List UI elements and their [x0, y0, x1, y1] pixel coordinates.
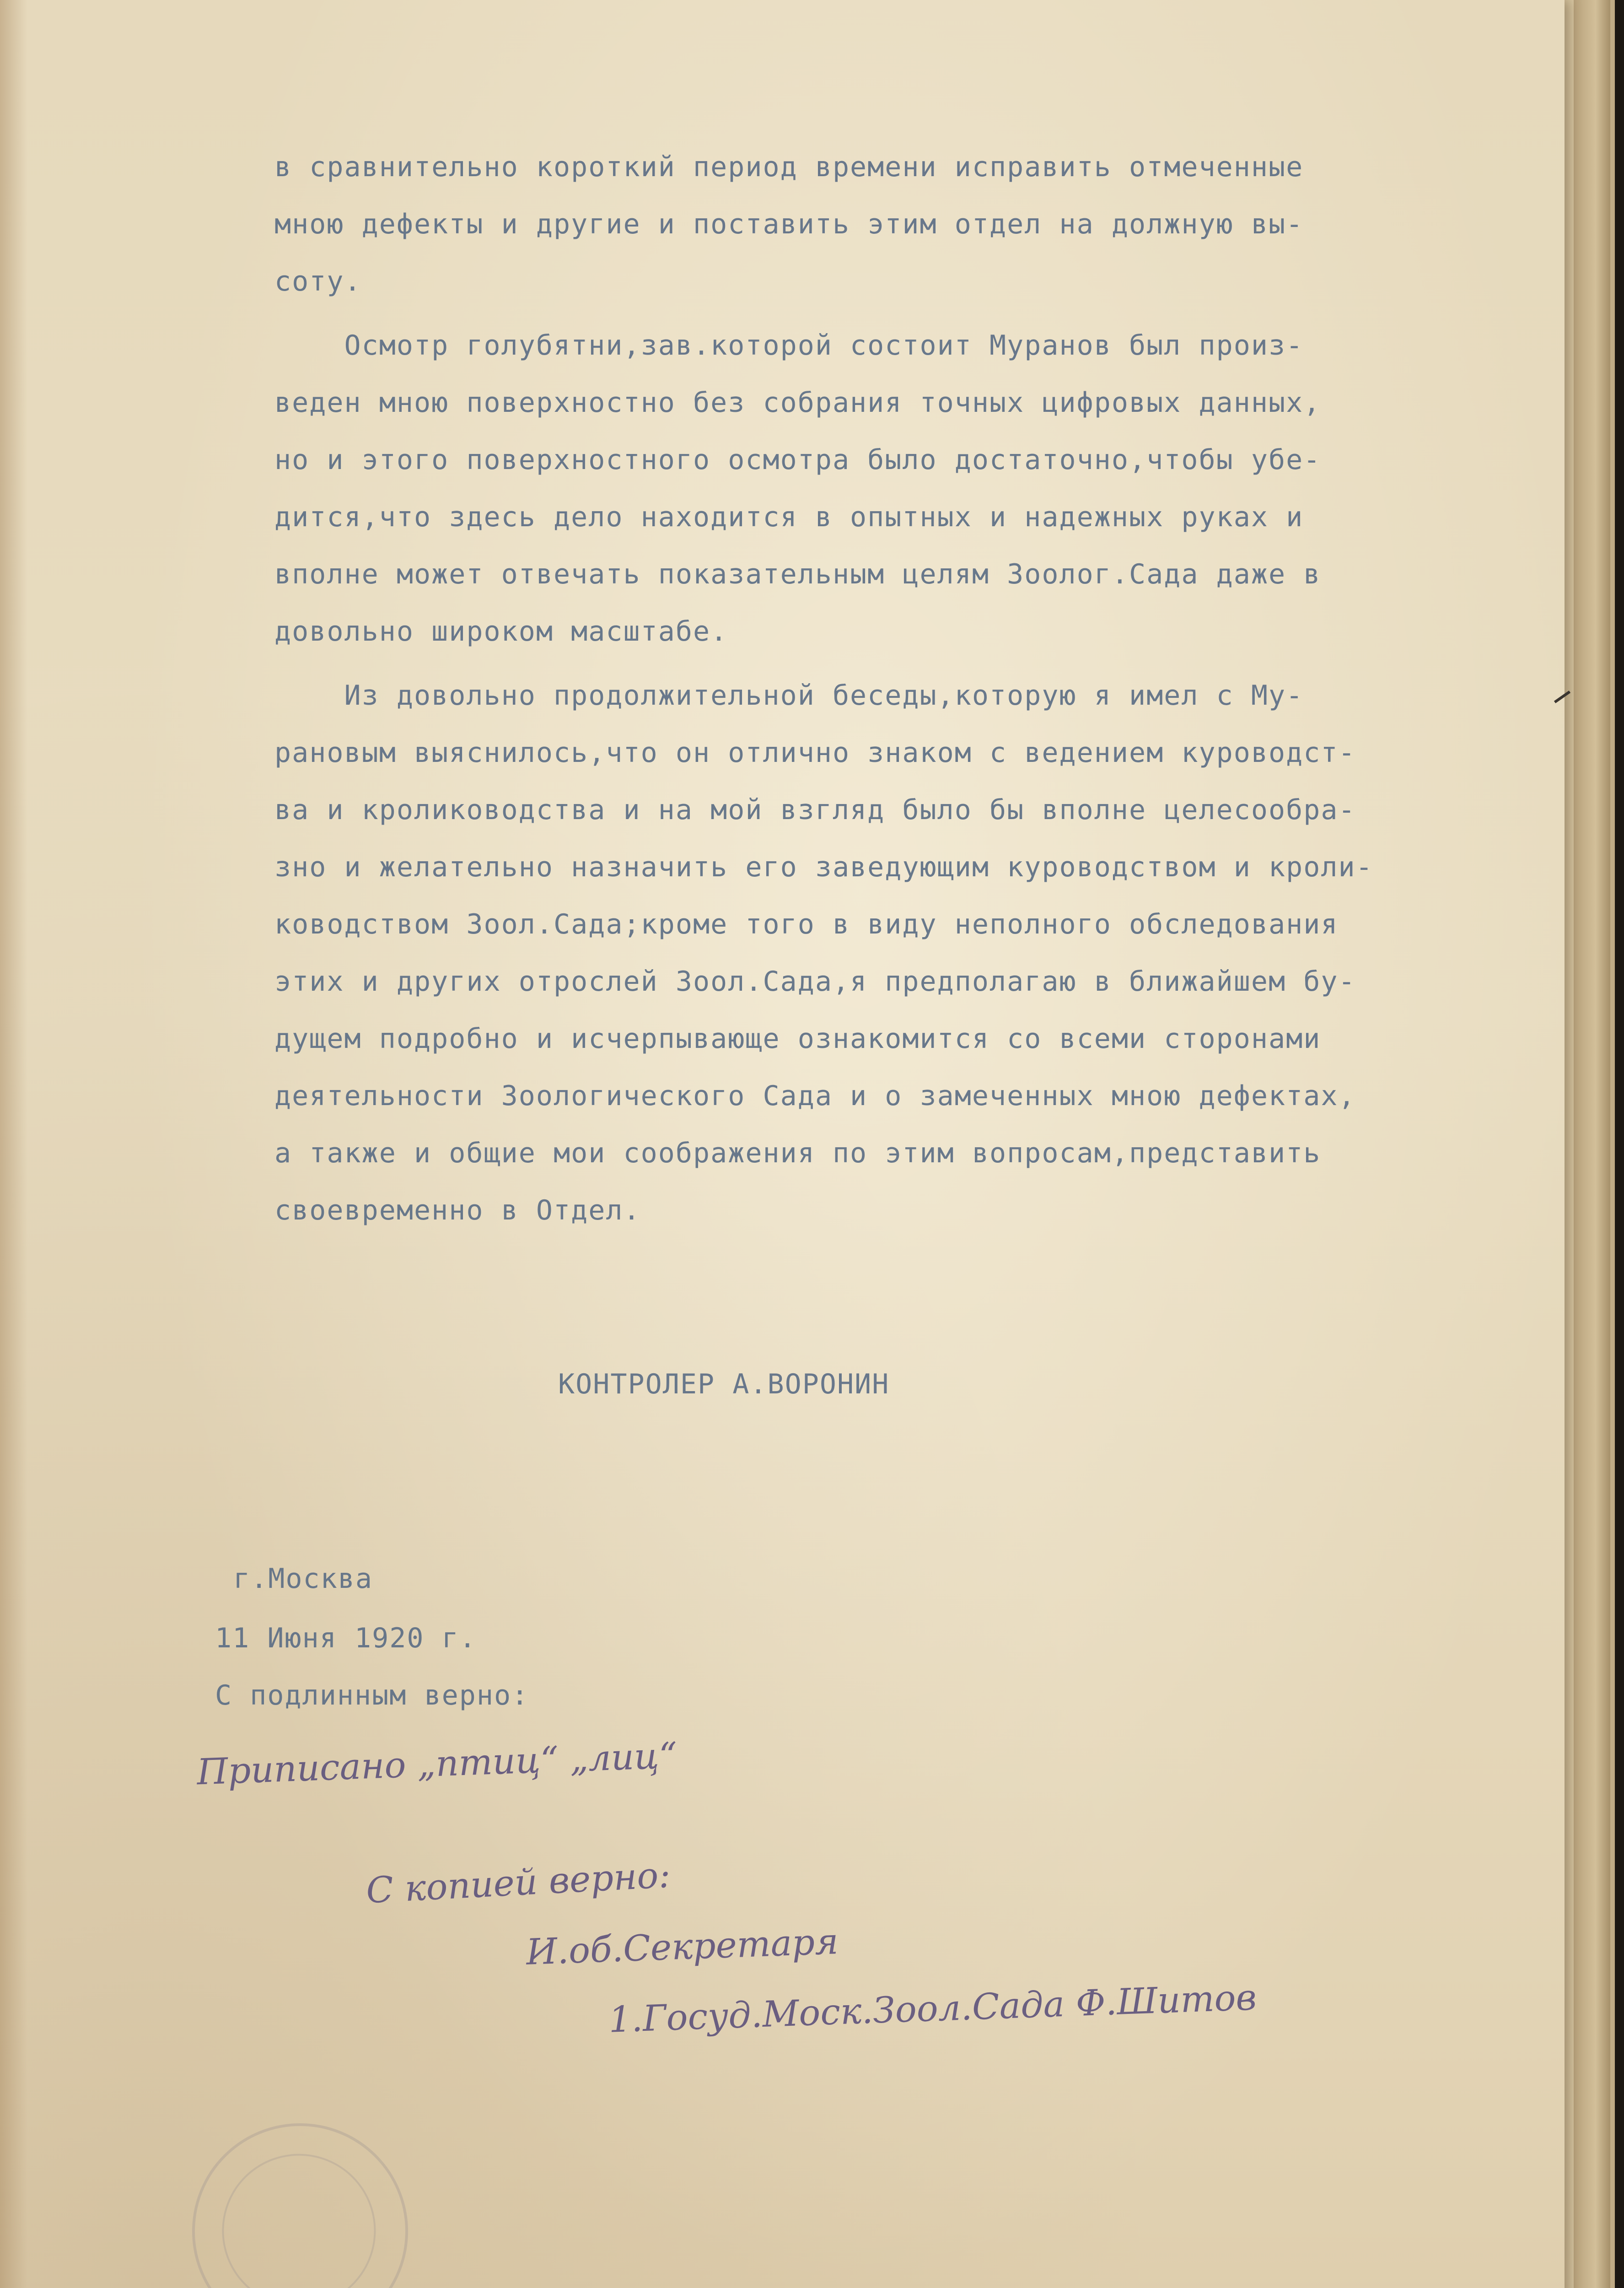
copy-note: С подлинным верно:: [215, 1679, 529, 1711]
body-line: Из довольно продолжительной беседы,которую я имел с Му-: [274, 680, 1304, 712]
body-line: дущем подробно и исчерпывающе ознакомится со всеми сторонами: [274, 1023, 1321, 1055]
body-line: а также и общие мои соображения по этим вопросам,представить: [274, 1137, 1321, 1169]
faded-round-stamp: [162, 2093, 439, 2288]
body-line: но и этого поверхностного осмотра было достаточно,чтобы убе-: [274, 444, 1321, 476]
body-line: ва и кролиководства и на мой взгляд было бы вполне целесообра-: [274, 794, 1356, 826]
body-line: веден мною поверхностно без собрания точных цифровых данных,: [274, 387, 1321, 419]
body-line: рановым выяснилось,что он отлично знаком с ведением куроводст-: [274, 737, 1356, 769]
body-line: зно и желательно назначить его заведующим куроводством и кроли-: [274, 851, 1373, 883]
body-line: дится,что здесь дело находится в опытных и надежных руках и: [274, 501, 1304, 533]
body-line: в сравнительно короткий период времени исправить отмеченные: [274, 151, 1304, 183]
body-line: Осмотр голубятни,зав.которой состоит Муранов был произ-: [274, 329, 1304, 362]
body-line: мною дефекты и другие и поставить этим отдел на должную вы-: [274, 208, 1304, 240]
underlying-sheet-edge: [1574, 0, 1610, 2288]
handwritten-secretary-title: И.об.Секретаря: [525, 1921, 839, 1973]
body-line: ководством Зоол.Сада;кроме того в виду неполного обследования: [274, 908, 1339, 940]
stamp-inner-ring: [200, 2132, 398, 2288]
body-line: вполне может отвечать показательным целям Зоолог.Сада даже в: [274, 558, 1321, 590]
body-line: соту.: [274, 265, 362, 297]
body-line: довольно широком масштабе.: [274, 615, 728, 648]
date-line: 11 Июня 1920 г.: [215, 1622, 477, 1654]
handwritten-certification: С копией верно:: [365, 1854, 672, 1912]
handwritten-note: Приписано „птиц“ „лиц“: [196, 1735, 678, 1793]
place-line: г.Москва: [233, 1563, 373, 1595]
body-line: этих и других отрослей Зоол.Сада,я предполагаю в ближайшем бу-: [274, 966, 1356, 998]
page-edge-shadow: [0, 0, 27, 2288]
body-line: своевременно в Отдел.: [274, 1194, 641, 1226]
body-line: деятельности Зоологического Сада и о замеченных мною дефектах,: [274, 1080, 1356, 1112]
handwritten-signature: 1.Госуд.Моск.Зоол.Сада Ф.Шитов: [608, 1977, 1258, 2041]
typed-signature: КОНТРОЛЕР А.ВОРОНИН: [558, 1368, 890, 1400]
